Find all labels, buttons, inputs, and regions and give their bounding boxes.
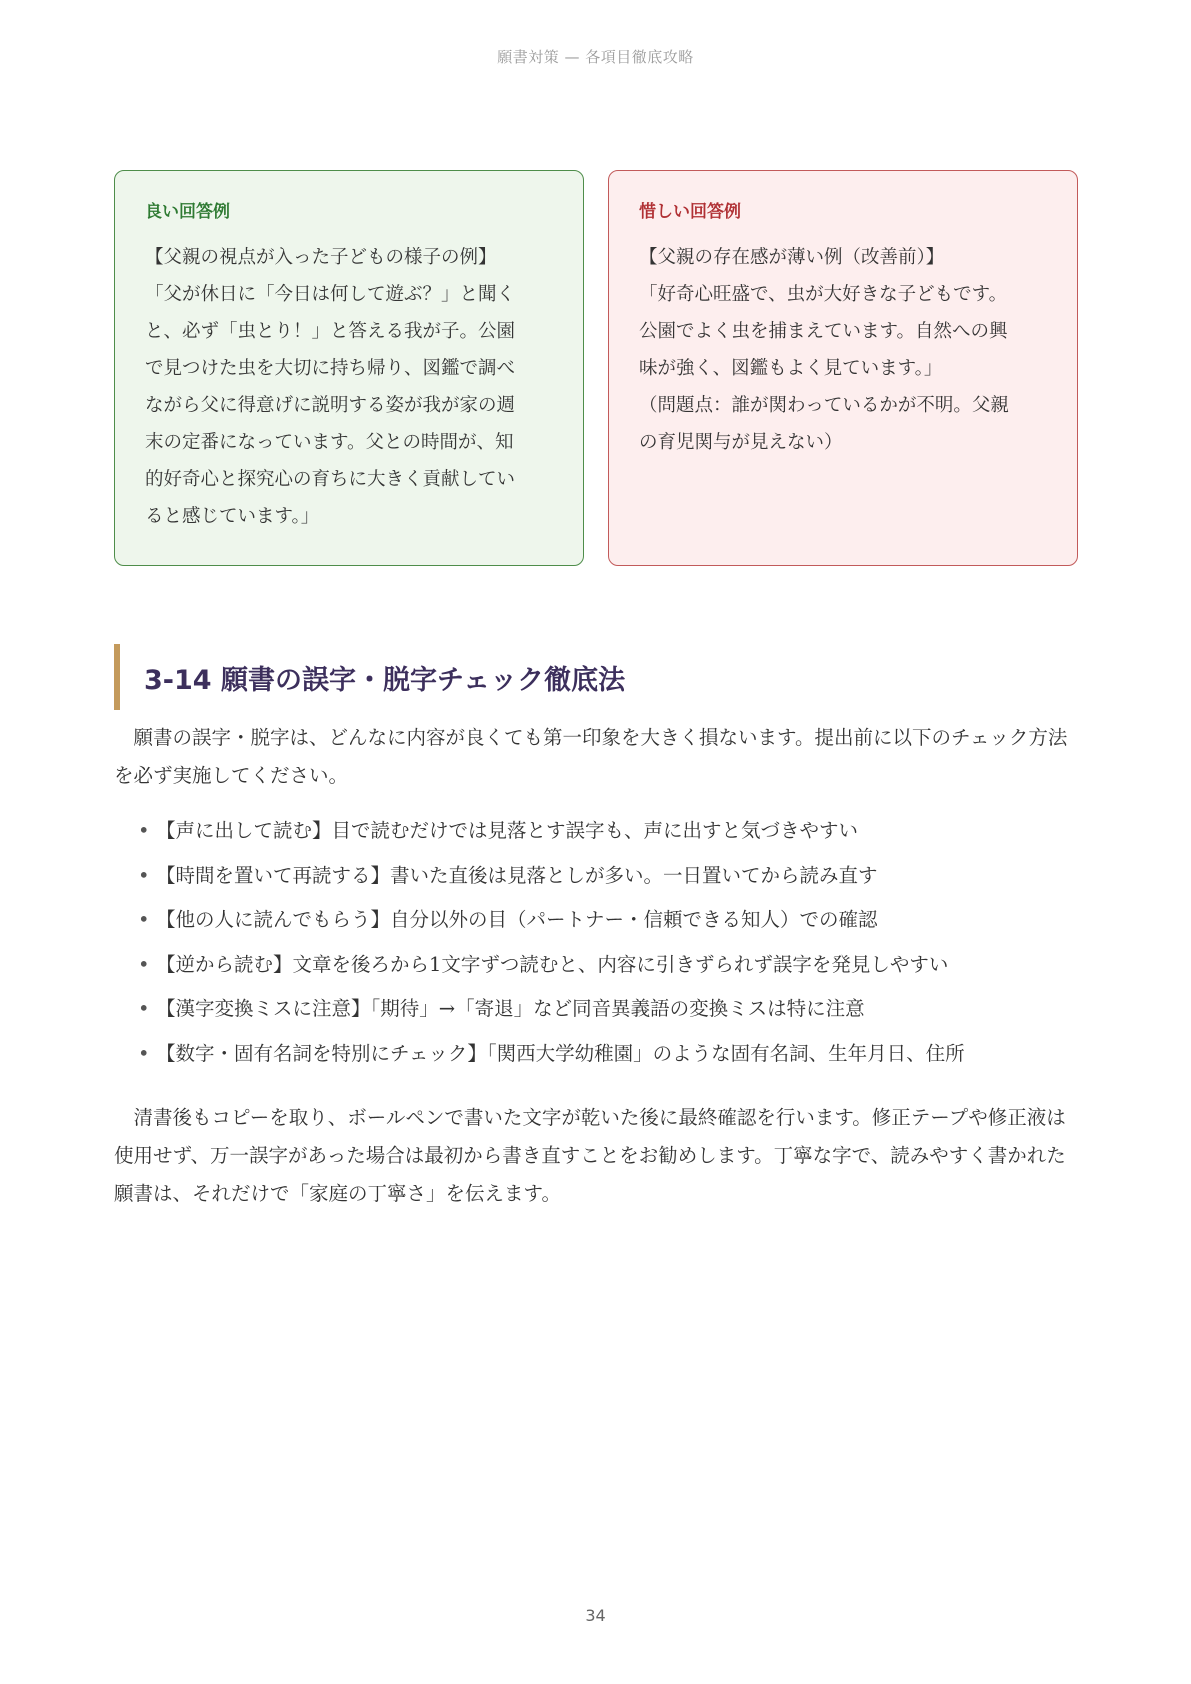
- checklist-item: [138, 854, 1078, 899]
- good-example-text: 【父親の視点が入った子どもの様子の例】 「父が休日に「今日は何して遊ぶ？」と聞く と、必ず「虫とり！」と答える我が子。公園 で見つけた虫を大切に持ち帰り、図鑑で調べ ながら父に得意げに説明する姿が我が家の週 末の定番になっています。父との時間が、知 的好奇心と探究心の育ちに大きく貢献してい ると感じています。」: [145, 246, 516, 527]
- bullet-icon: •: [138, 952, 150, 976]
- checklist-item-text: 【数字・固有名詞を特別にチェック】「関西大学幼稚園」のような固有名詞、生年月日、住所: [156, 1041, 965, 1065]
- bullet-icon: •: [138, 1041, 150, 1065]
- bullet-icon: •: [138, 908, 150, 931]
- bad-example-heading: 惜しい回答例: [639, 202, 741, 222]
- section-heading: 3-14 願書の誤字・脱字チェック徹底法: [114, 644, 625, 710]
- closing-paragraph: 清書後もコピーを取り、ボールペンで書いた文字が乾いた後に最終確認を行います。修正テープや修正液は使用せず、万一誤字があった場合は最初から書き直すことをお勧めします。丁寧な字で、読みやすく書かれた願書は、それだけで「家庭の丁寧さ」を伝えます。: [114, 1106, 1066, 1205]
- checklist-item-text: 【漢字変換ミスに注意】「期待」→「寄退」など同音異義語の変換ミスは特に注意: [156, 997, 865, 1020]
- bullet-icon: •: [138, 997, 150, 1020]
- answer-comparison: [114, 170, 1078, 566]
- checklist-item-text: 【時間を置いて再読する】書いた直後は見落としが多い。一日置いてから読み直す: [156, 863, 878, 887]
- bad-example-box: [608, 170, 1078, 566]
- bad-example-text: 【父親の存在感が薄い例（改善前）】 「好奇心旺盛で、虫が大好きな子どもです。 公園でよく虫を捕まえています。自然への興 味が強く、図鑑もよく見ています。」 （問題点：誰が関わっているかが不明。父親 の育児関与が見えない）: [639, 246, 1009, 453]
- running-header: 願書対策 — 各項目徹底攻略: [497, 48, 694, 66]
- bullet-icon: •: [138, 819, 150, 842]
- intro-paragraph: 願書の誤字・脱字は、どんなに内容が良くても第一印象を大きく損ないます。提出前に以下のチェック方法を必ず実施してください。: [114, 726, 1068, 787]
- checklist-item-text: 【声に出して読む】目で読むだけでは見落とす誤字も、声に出すと気づきやすい: [156, 819, 859, 842]
- good-example-box: [114, 170, 584, 566]
- bullet-icon: •: [138, 863, 150, 887]
- checklist: [138, 809, 1078, 1076]
- checklist-item: [138, 809, 1078, 854]
- checklist-item-text: 【他の人に読んでもらう】自分以外の目（パートナー・信頼できる知人）での確認: [156, 908, 878, 931]
- checklist-item: [138, 987, 1078, 1032]
- checklist-item-text: 【逆から読む】文章を後ろから1文字ずつ読むと、内容に引きずられず誤字を発見しやすい: [156, 952, 949, 976]
- good-example-heading: 良い回答例: [145, 202, 230, 222]
- checklist-item: [138, 1032, 1078, 1077]
- page-number: 34: [585, 1606, 606, 1625]
- checklist-item: [138, 943, 1078, 988]
- checklist-item: [138, 898, 1078, 943]
